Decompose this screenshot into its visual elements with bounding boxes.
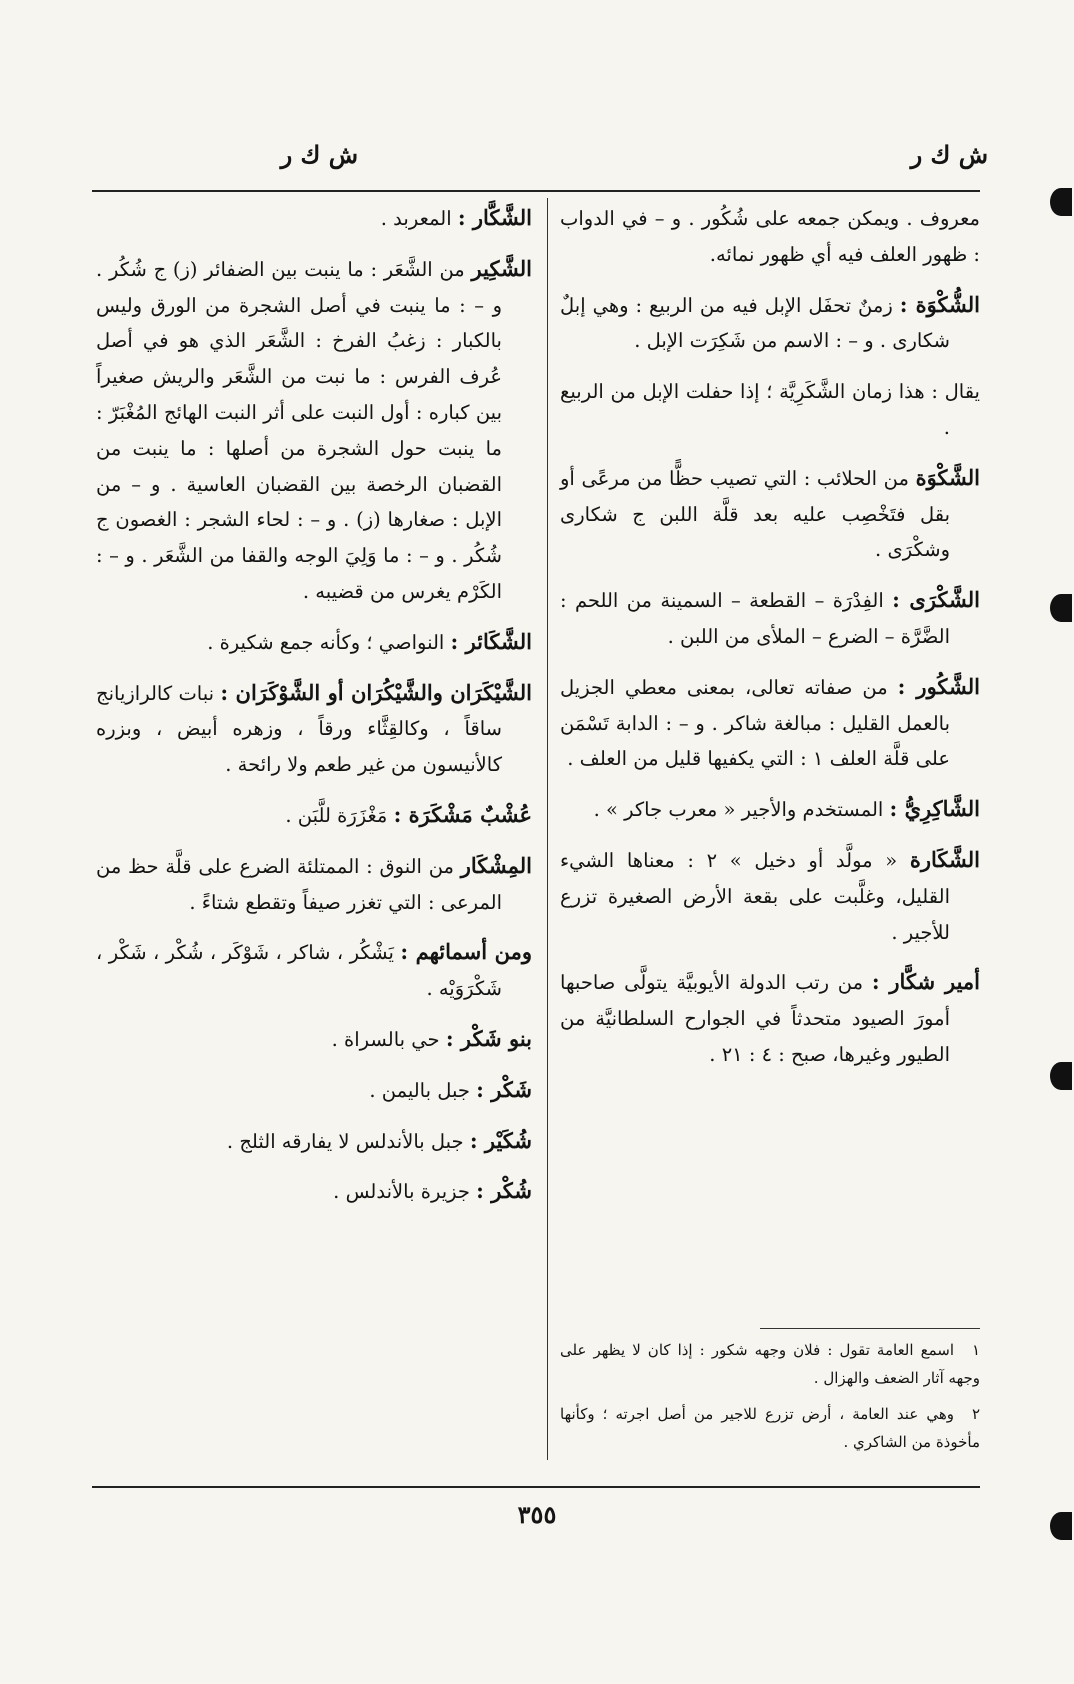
entry-definition: جبل بالأندلس لا يفارقه الثلج . — [226, 1129, 464, 1153]
entry-headword: الشَّاكِرِيُّ : — [889, 796, 980, 822]
dictionary-entry — [560, 964, 980, 1072]
entry-headword: شُكْر : — [476, 1178, 532, 1204]
header-rule — [92, 190, 980, 192]
page-edge-mark — [1050, 1512, 1072, 1540]
page-edge-mark — [1050, 188, 1072, 216]
left-column — [96, 200, 532, 1224]
dictionary-entry — [96, 848, 532, 921]
footnote-text: اسمع العامة تقول : فلان وجهه شكور : إذا كان لا يظهر على وجهه آثار الضعف والهزال . — [560, 1341, 980, 1387]
entry-definition: من النوق : الممتلئة الضرع على قلَّة حظ من المرعى : التي تغزر صيفاً وتقطع شتاءً . — [96, 854, 502, 914]
dictionary-entry — [560, 460, 980, 568]
entry-definition: يَشْكُر ، شاكر ، شَوْكَر ، شُكْر ، شَكْر ، شَكْرَوَيْه . — [96, 941, 502, 1001]
entry-definition: من صفاته تعالى، بمعنى معطي الجزيل بالعمل القليل : مبالغة شاكر . و – : الدابة تَسْمَن على قلَّة العلف ١ : التي يكفيها قليل من العلف . — [560, 675, 950, 771]
entry-definition: زمنٌ تحفَل الإبل فيه من الربيع : وهي إبلٌ شكارى . و – : الاسم من شَكِرَت الإبل . — [560, 293, 950, 353]
footer-rule — [92, 1486, 980, 1488]
footnote — [560, 1336, 980, 1392]
entry-headword: الشَّكَّار : — [457, 205, 532, 230]
entry-headword: بنو شَكْر : — [445, 1025, 532, 1051]
footnote-text: وهي عند العامة ، أرض تزرع للاجير من أصل اجرته ؛ وكأنها مأخوذة من الشاكري . — [560, 1405, 980, 1451]
entry-headword: أمير شكَّار : — [871, 969, 980, 995]
dictionary-entry — [96, 675, 532, 783]
footnote-number: ٢ — [971, 1405, 980, 1423]
dictionary-entry — [96, 1021, 532, 1058]
dictionary-entry — [96, 200, 532, 237]
entry-definition: من رتب الدولة الأيوبيَّة يتولَّى صاحبها أمورَ الصيود متحدثاً في الجوارح السلطانيَّة من الطيور وغيرها، صبح : ٤ : ٢١ . — [560, 971, 950, 1066]
dictionary-entry — [96, 797, 532, 834]
entry-headword: الشَّكِير — [471, 255, 533, 281]
dictionary-entry — [96, 1173, 532, 1210]
dictionary-entry — [560, 669, 980, 777]
entry-definition: نبات كالرازيانج ساقاً ، وكالقِثَّاء ورقاً ، وزهره أبيض ، وبزره كالأنيسون من غير طعم ولا رائحة . — [96, 681, 502, 777]
page-edge-mark — [1050, 1062, 1072, 1090]
dictionary-entry — [96, 1072, 532, 1109]
dictionary-entry — [560, 791, 980, 828]
entry-headword: الشُّكْوَة : — [899, 291, 981, 317]
dictionary-entry — [560, 287, 980, 360]
entry-definition: المستخدم والأجير « معرب جاكر » . — [593, 798, 884, 822]
entry-definition: المعربد . — [380, 207, 452, 230]
entry-headword: المِشْكَار — [460, 852, 533, 878]
entry-definition: من الشَّعَر : ما ينبت بين الضفائر (ز) ج شُكُر . و – : ما ينبت في أصل الشجرة من الورق وليس بالكبار : زغبُ الفرخ : الشَّعَر الذي هو في أصل عُرف الفرس : ما نبت من الشَّعَر والريش صغيراً بين كباره : أول النبت على أثر النبت الهائج المُغْبَرّ : ما ينبت حول الشجرة من أصلها : ما ينبت من القضبان الرخصة بين القضبان العاسية . و – من الإبل : صغارها (ز) . و – : لحاء الشجر : الغصون ج شُكُر . و – : ما وَلِيَ الوجه والقفا من الشَّعَر . و – : الكَرْم يغرس من قضيبه . — [96, 257, 502, 603]
page-number: ٣٥٥ — [517, 1500, 557, 1529]
entry-headword: عُشْبٌ مَشْكَرَة : — [393, 801, 532, 827]
entry-definition: من الحلائب : التي تصيب حظًّا من مرعًى أو بقل فتَخْصِب عليه بعد قلَّة اللبن ج شكارى وشكْرَى . — [560, 466, 950, 562]
dictionary-entry — [96, 251, 532, 610]
entry-definition: يقال : هذا زمان الشَّكَرِيَّة ؛ إذا حفلت الإبل من الربيع . — [560, 380, 980, 439]
entry-headword: الشَّكَائر : — [450, 628, 532, 654]
entry-definition: حي بالسراة . — [331, 1027, 440, 1051]
entry-definition: مَغْزَرَة للَّبَن . — [285, 803, 388, 827]
footnote-rule — [760, 1328, 980, 1329]
entry-headword: الشَّكْرَى : — [892, 587, 980, 613]
entry-headword: ومن أسمائهم : — [400, 939, 532, 965]
entry-definition: معروف . ويمكن جمعه على شُكُور . و – في الدواب : ظهور العلف فيه أي ظهور نمائه. — [560, 207, 980, 266]
dictionary-entry — [560, 582, 980, 655]
footnotes — [560, 1336, 980, 1464]
right-column — [560, 200, 980, 1087]
entry-definition: جزيرة بالأندلس . — [333, 1180, 470, 1204]
entry-headword: شُكَيْر : — [469, 1127, 532, 1153]
dictionary-entry — [96, 624, 532, 661]
entry-headword: شَكْر : — [476, 1076, 532, 1102]
running-header-right: ش ك ر — [910, 140, 988, 169]
footnote-number: ١ — [971, 1341, 980, 1359]
entry-headword: الشَّكُور : — [897, 673, 980, 699]
dictionary-entry — [560, 200, 980, 273]
entry-definition: الفِدْرَة – القطعة – السمينة من اللحم : الضَّرَّة – الضرع – الملأى من اللبن . — [560, 589, 950, 648]
dictionary-entry — [560, 842, 980, 950]
entry-headword: الشَّيْكَرَان والشَّيْكُرَان أو الشَّوْكَرَان : — [220, 679, 533, 705]
footnote — [560, 1400, 980, 1456]
entry-headword: الشَّكَارة — [909, 846, 980, 872]
page-edge-mark — [1050, 594, 1072, 622]
running-header-left: ش ك ر — [280, 140, 358, 169]
dictionary-entry — [96, 1123, 532, 1160]
entry-headword: الشَّكْوَة — [915, 464, 980, 490]
entry-definition: النواصي ؛ وكأنه جمع شكيرة . — [207, 630, 445, 654]
column-divider — [547, 198, 548, 1460]
entry-definition: جبل باليمن . — [369, 1078, 470, 1102]
dictionary-entry — [560, 373, 980, 446]
entry-definition: « مولَّد أو دخيل » ٢ : معناها الشيء القليل، وغلَّبت على بقعة الأرض الصغيرة تزرع للأجير . — [560, 848, 950, 944]
dictionary-entry — [96, 934, 532, 1007]
